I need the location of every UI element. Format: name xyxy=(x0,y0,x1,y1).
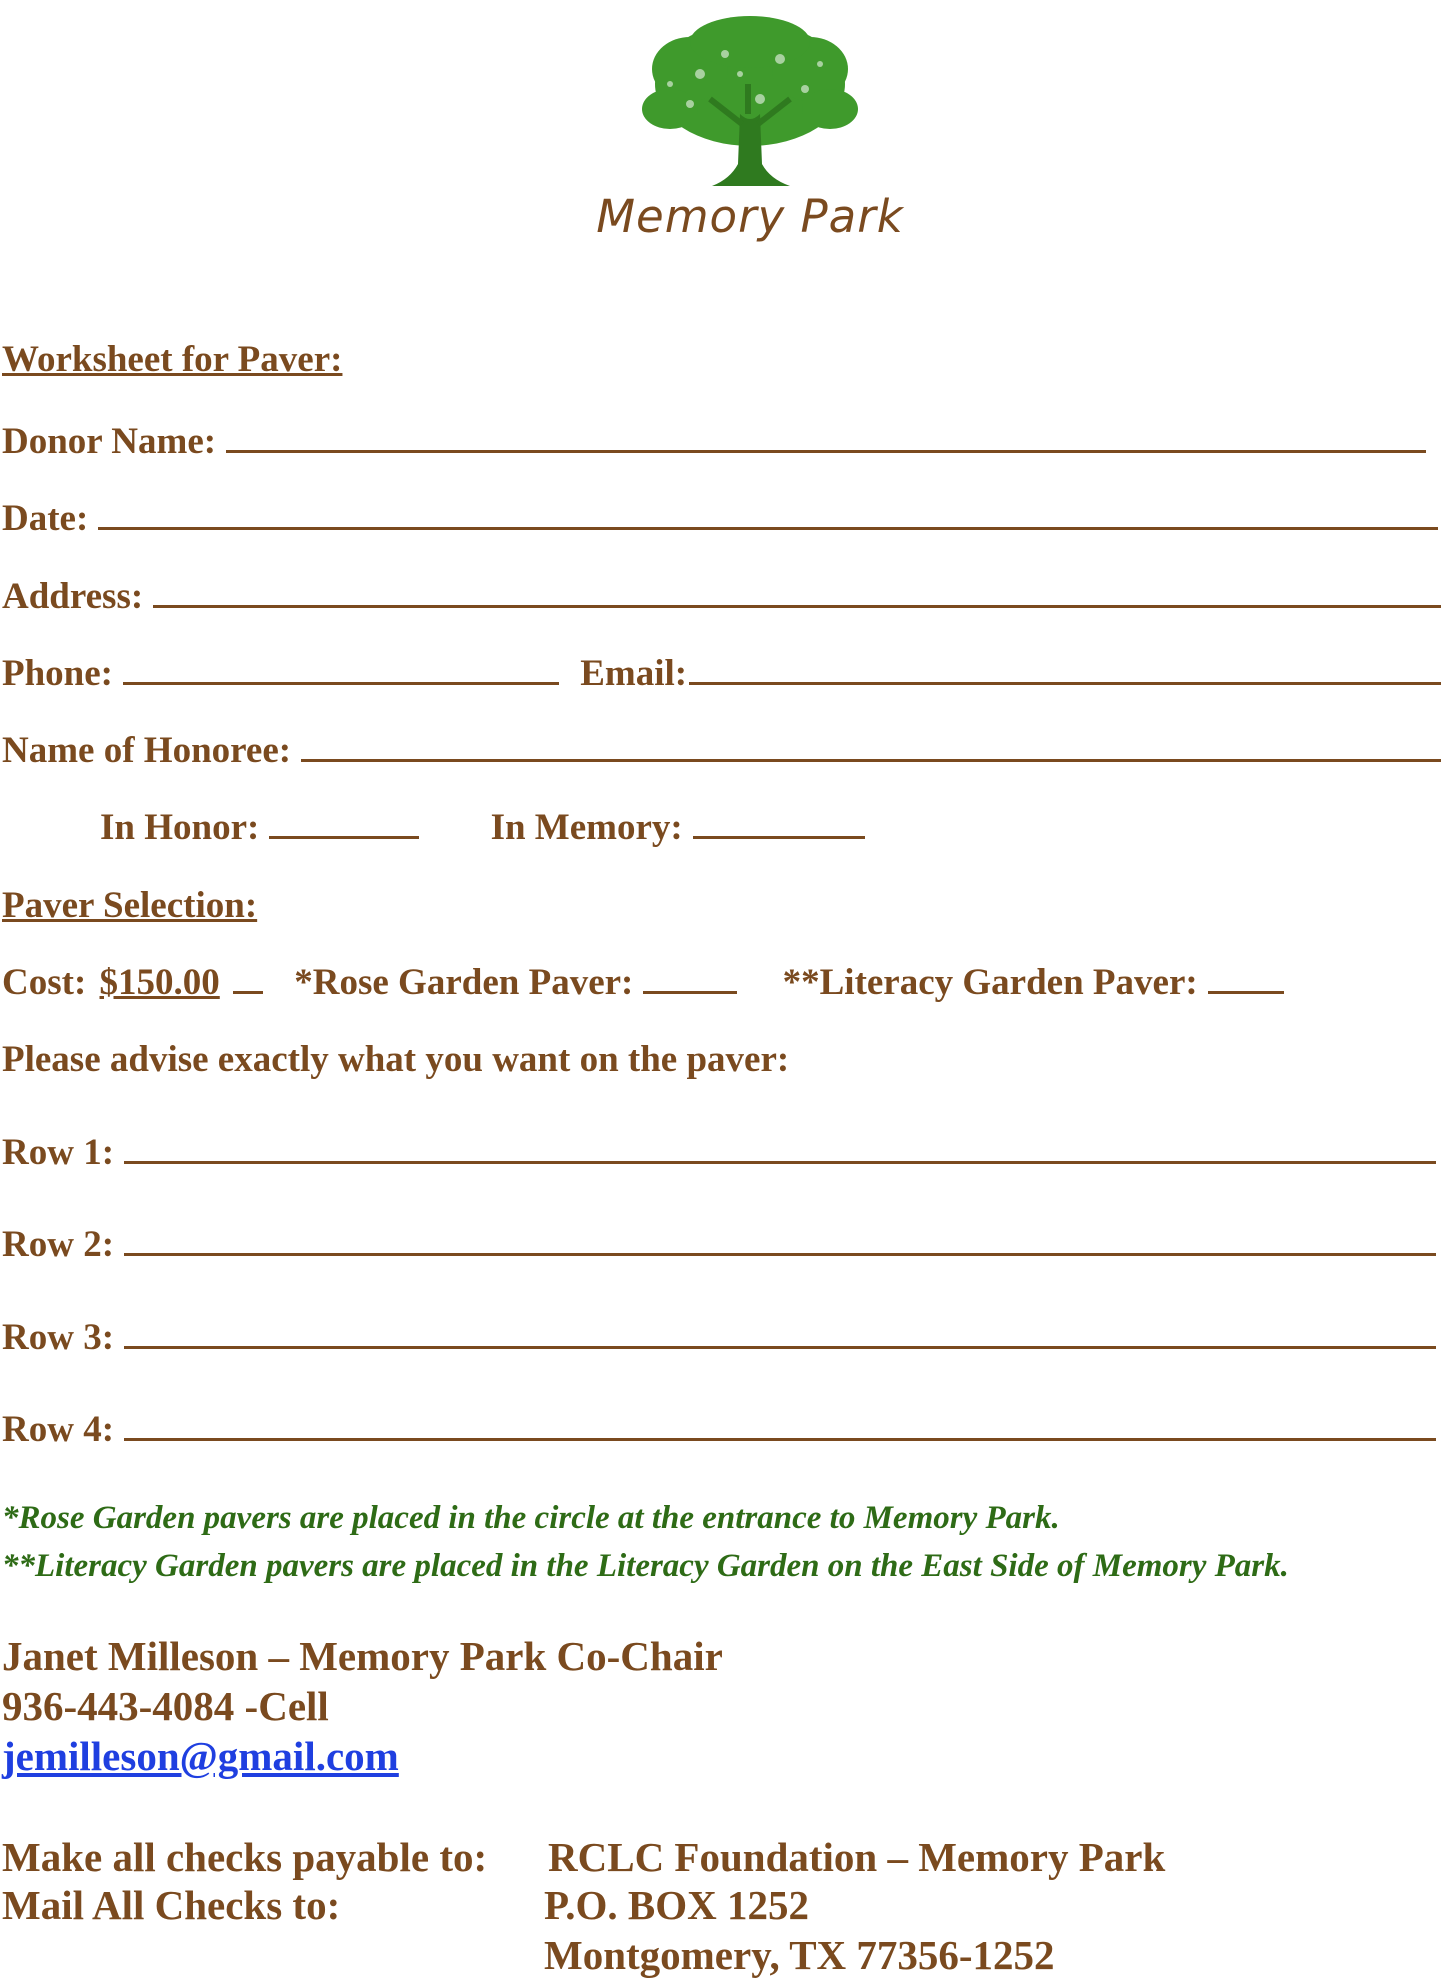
honor-memory-field xyxy=(100,806,865,849)
mail-address-line2: Montgomery, TX 77356-1252 xyxy=(544,1932,1055,1978)
address-blank[interactable] xyxy=(153,575,1441,608)
row-2-blank[interactable] xyxy=(124,1223,1436,1256)
in-honor-blank[interactable] xyxy=(269,806,419,839)
payable-label: Make all checks payable to: xyxy=(2,1834,488,1880)
mail-label: Mail All Checks to: xyxy=(2,1882,341,1928)
mail-address-line1: P.O. BOX 1252 xyxy=(544,1882,810,1928)
row-1-blank[interactable] xyxy=(124,1131,1436,1164)
donor-name-blank[interactable] xyxy=(226,420,1426,453)
donor-name-field xyxy=(2,420,1426,463)
address-label: Address: xyxy=(2,576,144,617)
paver-selection-heading: Paver Selection: xyxy=(2,885,258,926)
cost-value: $150.00 xyxy=(99,962,220,1003)
payable-value: RCLC Foundation – Memory Park xyxy=(548,1834,1166,1880)
phone-blank[interactable] xyxy=(123,652,559,685)
rose-garden-blank[interactable] xyxy=(643,961,737,994)
contact-phone: 936-443-4084 -Cell xyxy=(2,1683,329,1729)
date-field xyxy=(2,497,1438,540)
row-2-label: Row 2: xyxy=(2,1224,115,1265)
in-memory-label: In Memory: xyxy=(490,807,683,848)
row-1-field xyxy=(2,1131,1436,1174)
row-4-field xyxy=(2,1408,1436,1451)
in-honor-label: In Honor: xyxy=(100,807,260,848)
phone-email-field xyxy=(2,652,1441,695)
row-1-label: Row 1: xyxy=(2,1132,115,1173)
date-blank[interactable] xyxy=(98,497,1438,530)
rose-garden-note: *Rose Garden pavers are placed in the circle at the entrance to Memory Park. xyxy=(2,1500,1060,1536)
phone-label: Phone: xyxy=(2,653,113,694)
literacy-garden-blank[interactable] xyxy=(1208,961,1284,994)
cost-line xyxy=(2,961,1284,1004)
logo-text: Memory Park xyxy=(596,190,904,243)
email-label: Email: xyxy=(580,653,688,694)
row-3-label: Row 3: xyxy=(2,1317,115,1358)
contact-email-link[interactable]: jemilleson@gmail.com xyxy=(2,1733,399,1779)
rose-garden-label: *Rose Garden Paver: xyxy=(294,962,634,1003)
row-3-blank[interactable] xyxy=(124,1316,1436,1349)
honoree-label: Name of Honoree: xyxy=(2,730,292,771)
email-blank[interactable] xyxy=(689,652,1441,685)
cost-trailing-line xyxy=(233,961,263,994)
literacy-garden-label: **Literacy Garden Paver: xyxy=(782,962,1198,1003)
instruction-text: Please advise exactly what you want on the paver: xyxy=(2,1039,790,1080)
tree-icon xyxy=(630,14,870,204)
contact-name: Janet Milleson – Memory Park Co-Chair xyxy=(2,1633,723,1679)
donor-name-label: Donor Name: xyxy=(2,421,217,462)
in-memory-blank[interactable] xyxy=(693,806,865,839)
address-field xyxy=(2,575,1441,618)
memory-park-logo xyxy=(580,14,920,254)
row-4-label: Row 4: xyxy=(2,1409,115,1450)
row-4-blank[interactable] xyxy=(124,1408,1436,1441)
literacy-garden-note: **Literacy Garden pavers are placed in the Literacy Garden on the East Side of Memory Park. xyxy=(2,1548,1289,1584)
cost-label: Cost: xyxy=(2,962,87,1003)
honoree-blank[interactable] xyxy=(301,729,1441,762)
row-2-field xyxy=(2,1223,1436,1266)
honoree-field xyxy=(2,729,1441,772)
worksheet-title: Worksheet for Paver: xyxy=(2,339,343,380)
date-label: Date: xyxy=(2,498,89,539)
row-3-field xyxy=(2,1316,1436,1359)
